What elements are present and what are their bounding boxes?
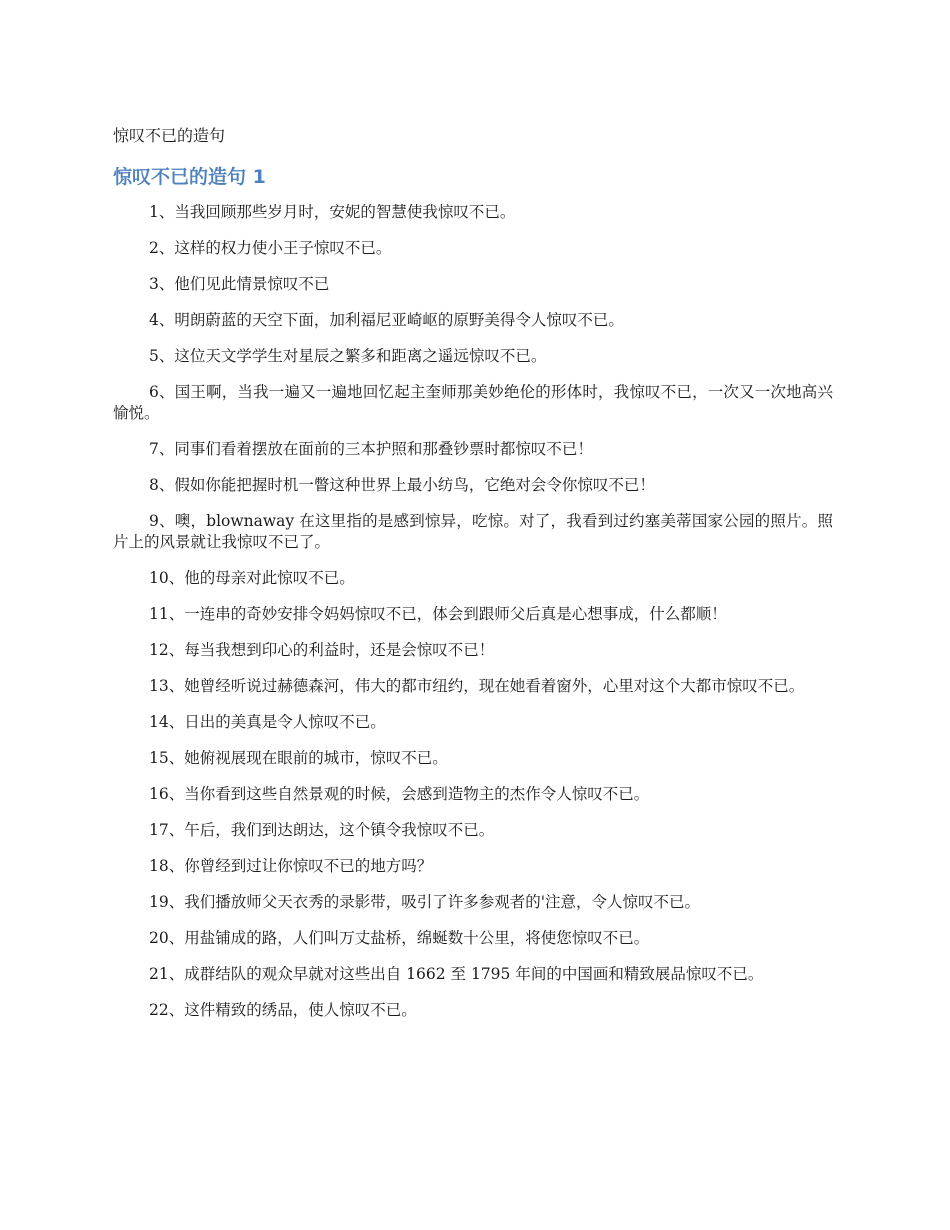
sentence-item: 17、午后，我们到达朗达，这个镇令我惊叹不已。	[149, 821, 495, 839]
sentence-item: 16、当你看到这些自然景观的时候，会感到造物主的杰作令人惊叹不已。	[149, 785, 650, 803]
sentence-item: 18、你曾经到过让你惊叹不已的地方吗？	[149, 857, 433, 875]
sentence-item: 7、同事们看着摆放在面前的三本护照和那叠钞票时都惊叹不已！	[149, 440, 593, 458]
sentence-item: 12、每当我想到印心的利益时，还是会惊叹不已！	[149, 641, 495, 659]
sentence-item: 11、一连串的奇妙安排令妈妈惊叹不已，体会到跟师父后真是心想事成，什么都顺！	[149, 605, 727, 623]
sentence-item: 9、噢，blownaway 在这里指的是感到惊异，吃惊。对了，我看到过约塞美蒂国家公园的照片。照片上的风景就让我惊叹不已了。	[113, 512, 833, 551]
sentence-item: 14、日出的美真是令人惊叹不已。	[149, 713, 386, 731]
sentence-item: 10、他的母亲对此惊叹不已。	[149, 569, 355, 587]
sentence-item: 3、他们见此情景惊叹不已	[149, 275, 330, 293]
sentence-item: 21、成群结队的观众早就对这些出自 1662 至 1795 年间的中国画和精致展品惊叹不已。	[149, 965, 764, 983]
sentence-item: 4、明朗蔚蓝的天空下面，加利福尼亚崎岖的原野美得令人惊叹不已。	[149, 311, 624, 329]
sentence-item: 6、国王啊，当我一遍又一遍地回忆起主奎师那美妙绝伦的形体时，我惊叹不已，一次又一次地高兴愉悦。	[113, 383, 833, 422]
sentence-item: 15、她俯视展现在眼前的城市，惊叹不已。	[149, 749, 448, 767]
sentence-item: 2、这样的权力使小王子惊叹不已。	[149, 239, 392, 257]
sentence-item: 22、这件精致的绣品，使人惊叹不已。	[149, 1001, 417, 1019]
section-heading: 惊叹不已的造句 1	[113, 166, 266, 188]
sentence-item: 1、当我回顾那些岁月时，安妮的智慧使我惊叹不已。	[149, 203, 516, 221]
sentence-item: 19、我们播放师父天衣秀的录影带，吸引了许多参观者的'注意，令人惊叹不已。	[149, 893, 700, 911]
sentence-item: 20、用盐铺成的路，人们叫万丈盐桥，绵蜒数十公里，将使您惊叹不已。	[149, 929, 650, 947]
sentence-item: 8、假如你能把握时机一瞥这种世界上最小纺鸟，它绝对会令你惊叹不已！	[149, 476, 655, 494]
sentence-item: 5、这位天文学学生对星辰之繁多和距离之遥远惊叹不已。	[149, 347, 547, 365]
sentence-list	[113, 202, 833, 1036]
document-title: 惊叹不已的造句	[113, 126, 226, 145]
sentence-item: 13、她曾经听说过赫德森河，伟大的都市纽约，现在她看着窗外，心里对这个大都市惊叹不已。	[149, 677, 805, 695]
